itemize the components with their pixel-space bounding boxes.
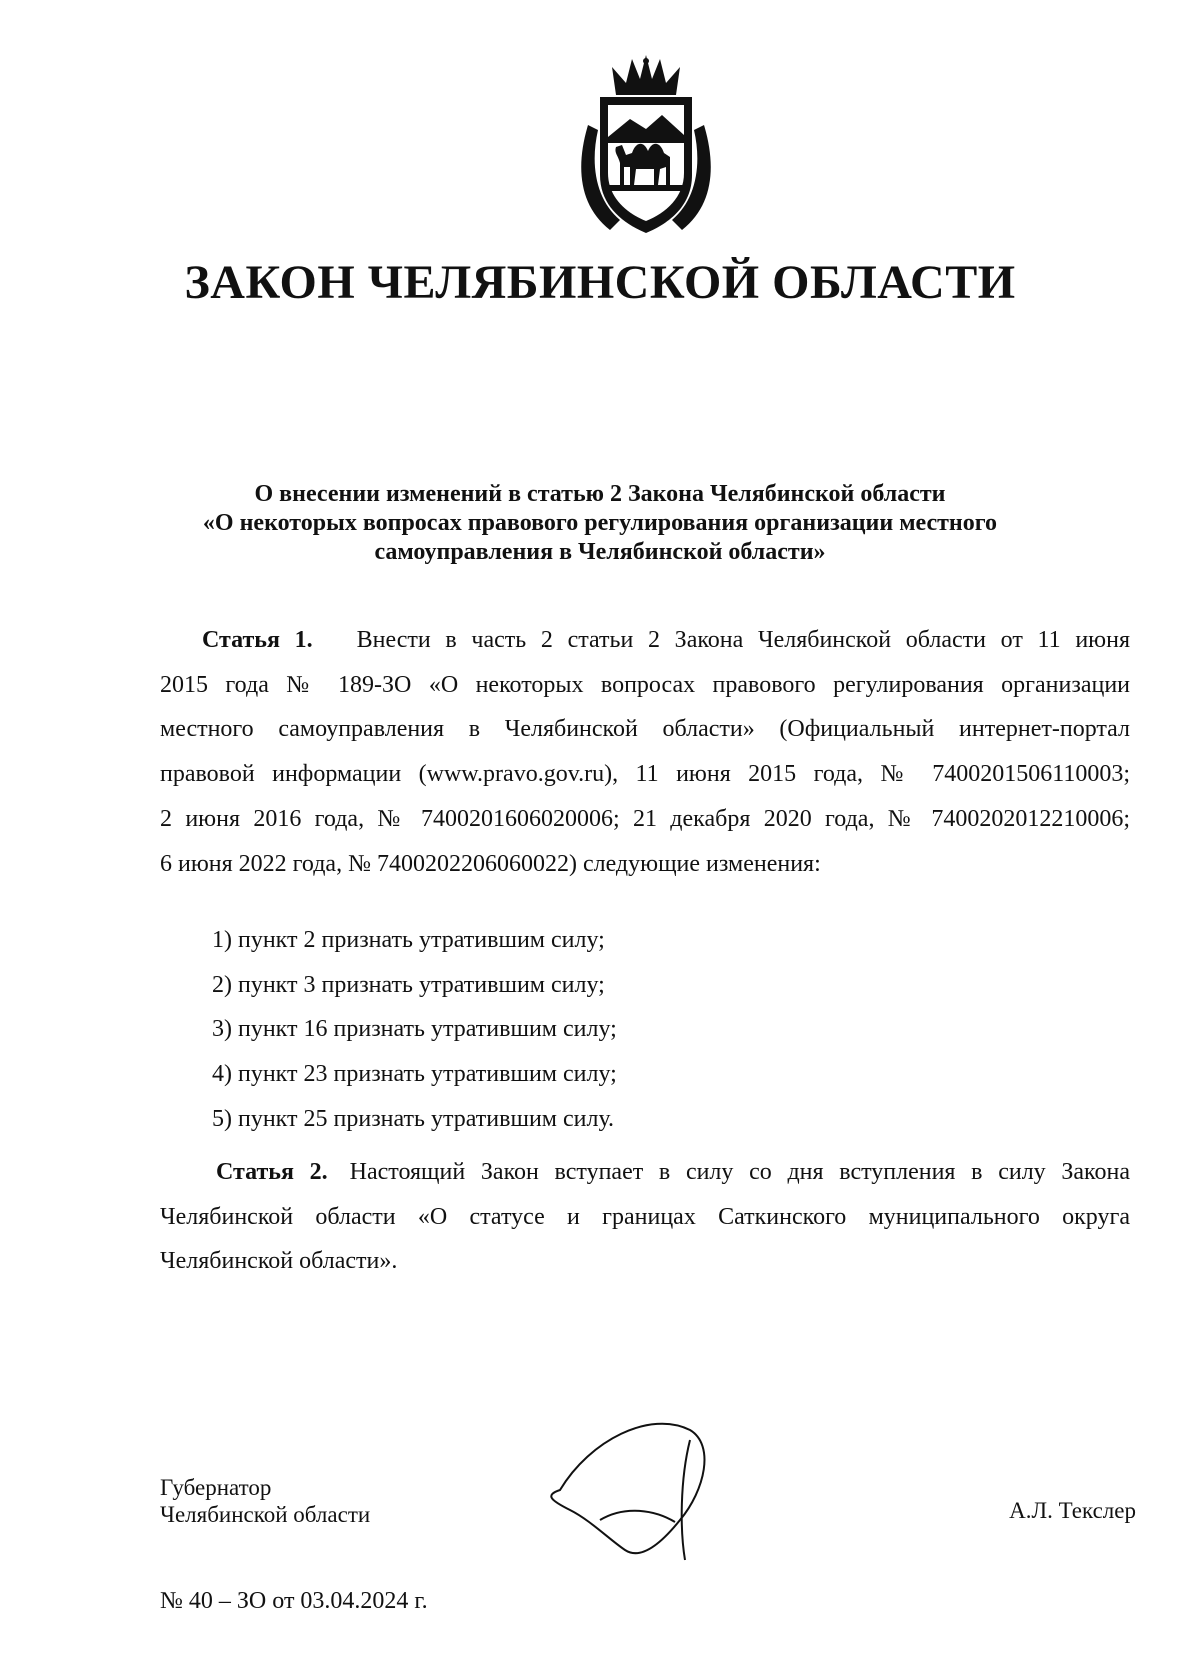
subtitle-line: О внесении изменений в статью 2 Закона Челябинской области (254, 481, 946, 507)
list-item: 2) пункт 3 признать утратившим силу; (212, 971, 605, 998)
signer-position-line: Губернатор (160, 1475, 272, 1500)
law-subtitle (160, 480, 1040, 567)
subtitle-line: самоуправления в Челябинской области» (374, 539, 826, 565)
article-2-line: Челябинской области». (160, 1248, 398, 1275)
article-1-line: 2 июня 2016 года, № 7400201606020006; 21 декабря 2020 года, № 7400202012210006; (160, 805, 1130, 832)
signer-name: А.Л. Текслер (1009, 1498, 1136, 1523)
article-2-label: Статья 2. (216, 1159, 328, 1185)
list-item: 1) пункт 2 признать утратившим силу; (212, 927, 605, 953)
article-2-line: Челябинской области «О статусе и границах Саткинского муниципального округа (160, 1203, 1130, 1230)
list-item: 4) пункт 23 признать утратившим силу; (212, 1061, 617, 1088)
article-1-line: 2015 года № 189-ЗО «О некоторых вопросах правового регулирования организации (160, 671, 1130, 698)
amendment-list (212, 918, 617, 1142)
list-item: 5) пункт 25 признать утратившим силу. (212, 1105, 615, 1132)
article-2-text (160, 1150, 1130, 1284)
article-1-text (160, 618, 1130, 886)
article-1-first-line (160, 618, 1130, 663)
subtitle-line: «О некоторых вопросах правового регулирования организации местного (202, 510, 998, 536)
article-2-first-line (160, 1150, 1130, 1195)
article-1-line: правовой информации (www.pravo.gov.ru), 11 июня 2015 года, № 7400201506110003; (160, 761, 1130, 788)
law-number: № 40 – ЗО от 03.04.2024 г. (160, 1588, 428, 1614)
article-1-intro: Внести в часть 2 статьи 2 Закона Челябинской области от 11 июня (356, 627, 1130, 653)
coat-of-arms-icon (570, 55, 722, 240)
article-2-intro: Настоящий Закон вступает в силу со дня вступления в силу Закона (349, 1159, 1130, 1185)
handwritten-signature (530, 1410, 730, 1575)
law-title: ЗАКОН ЧЕЛЯБИНСКОЙ ОБЛАСТИ (184, 256, 1016, 309)
article-1-label: Статья 1. (202, 627, 313, 653)
article-1-line: местного самоуправления в Челябинской области» (Официальный интернет-портал (160, 716, 1130, 743)
article-1-line: 6 июня 2022 года, № 7400202206060022) следующие изменения: (160, 850, 821, 877)
list-item: 3) пункт 16 признать утратившим силу; (212, 1016, 617, 1043)
signer-position (160, 1474, 370, 1528)
signer-position-line: Челябинской области (160, 1502, 371, 1527)
